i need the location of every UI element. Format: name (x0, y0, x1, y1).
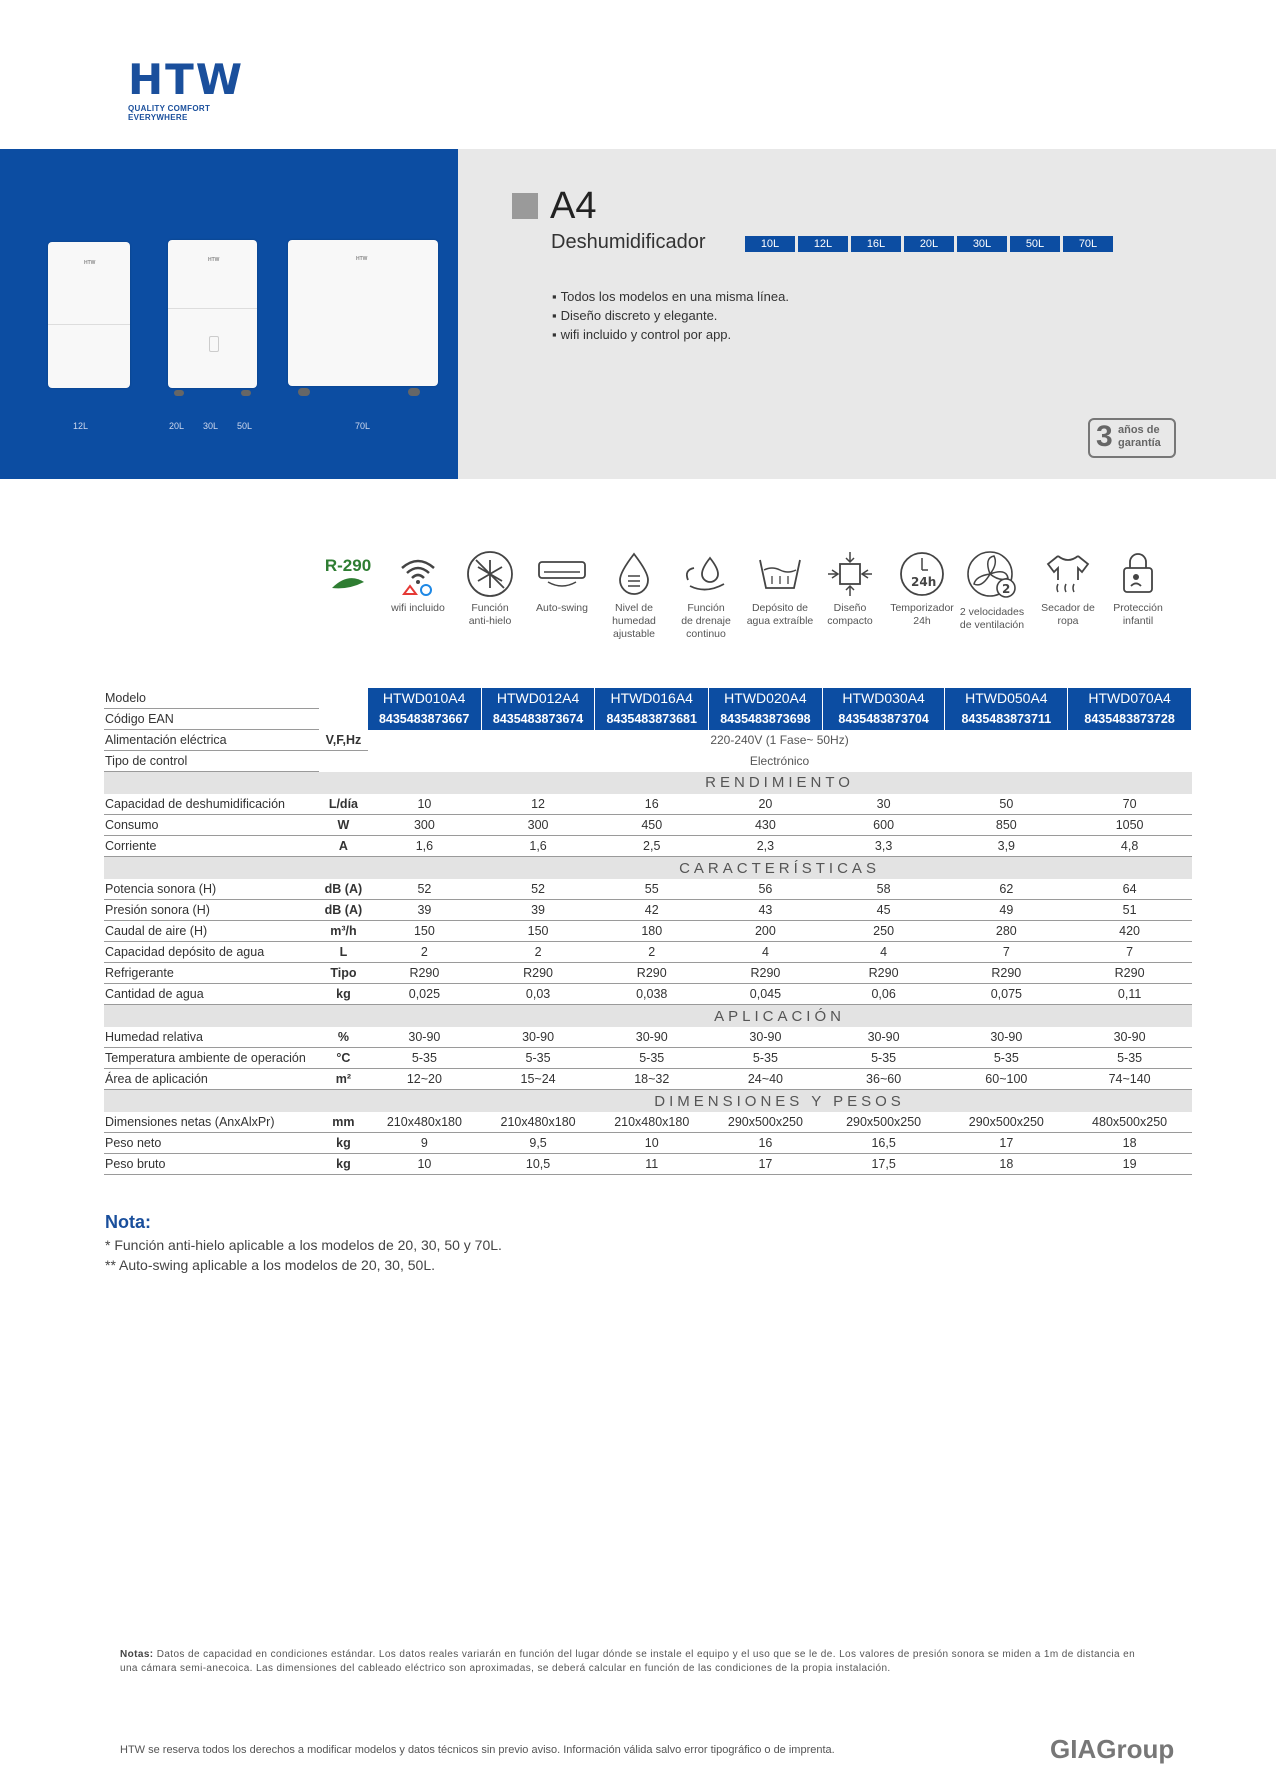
cell-value: 52 (368, 879, 482, 900)
cell-value: 0,045 (709, 984, 823, 1005)
unit-logo: HTW (208, 257, 220, 263)
feature-label: Depósito de agua extraíble (746, 602, 814, 627)
cell-value: 290x500x250 (945, 1112, 1068, 1133)
unit-label-12l: 12L (73, 421, 89, 431)
table-row (104, 1133, 1192, 1154)
cell-value: 480x500x250 (1068, 1112, 1192, 1133)
ean-code: 8435483873667 (368, 709, 482, 730)
feature-compact (815, 550, 885, 628)
cell-value: 420 (1068, 921, 1192, 942)
row-unit: % (319, 1027, 367, 1048)
cell-value: 2 (368, 942, 482, 963)
cell-value: 11 (595, 1154, 709, 1175)
r290-text: R-290 (324, 556, 372, 575)
cell-value: 64 (1068, 879, 1192, 900)
cell-value: 36~60 (822, 1069, 945, 1090)
cell-value: 9,5 (481, 1133, 595, 1154)
cell-value: 290x500x250 (709, 1112, 823, 1133)
cell-value: 12 (481, 794, 595, 815)
row-unit: V,F,Hz (319, 730, 367, 751)
section-title: DIMENSIONES Y PESOS (368, 1090, 1192, 1113)
cell-value: 2 (481, 942, 595, 963)
cell-value: 16,5 (822, 1133, 945, 1154)
row-unit: m³/h (319, 921, 367, 942)
table-row (104, 1112, 1192, 1133)
capacity-tag: 16L (851, 236, 901, 252)
row-label: Humedad relativa (104, 1027, 319, 1048)
cell-value: 250 (822, 921, 945, 942)
cell-value: 5-35 (709, 1048, 823, 1069)
cell-value: 39 (368, 900, 482, 921)
model-name: HTWD010A4 (368, 688, 482, 709)
cell-value: R290 (368, 963, 482, 984)
cell-value: 0,075 (945, 984, 1068, 1005)
cell-value: 2 (595, 942, 709, 963)
feature-wifi (383, 550, 453, 615)
logo-text: HTW (128, 55, 245, 104)
cell-value: 0,03 (481, 984, 595, 1005)
section-header (104, 857, 1192, 880)
feature-label: Auto-swing (536, 602, 588, 614)
unit-logo: HTW (84, 260, 96, 266)
cell-value: 4 (822, 942, 945, 963)
table-row (104, 900, 1192, 921)
wifi-icon (394, 550, 442, 598)
spacer (319, 751, 367, 772)
cell-value: 0,11 (1068, 984, 1192, 1005)
model-label: Modelo (104, 688, 319, 709)
cell-value: 55 (595, 879, 709, 900)
section-title: RENDIMIENTO (368, 772, 1192, 795)
row-label: Potencia sonora (H) (104, 879, 319, 900)
cell-value: 5-35 (945, 1048, 1068, 1069)
cell-value: 20 (709, 794, 823, 815)
svg-text:2: 2 (1002, 582, 1011, 596)
fan-icon (964, 550, 1020, 602)
model-row (104, 688, 1192, 709)
feature-label: Diseño compacto (827, 602, 873, 627)
row-label: Tipo de control (104, 751, 319, 772)
capacity-tag: 50L (1010, 236, 1060, 252)
nota-title: Nota: (105, 1212, 151, 1232)
cell-value: 150 (368, 921, 482, 942)
cell-value: 1050 (1068, 815, 1192, 836)
feature-fan (957, 550, 1027, 632)
cell-value: 30 (822, 794, 945, 815)
table-row (104, 942, 1192, 963)
cell-value: 16 (709, 1133, 823, 1154)
cell-value: 58 (822, 879, 945, 900)
power-value: 220-240V (1 Fase~ 50Hz) (710, 733, 849, 747)
row-label: Alimentación eléctrica (104, 730, 319, 751)
cell-value: 70 (1068, 794, 1192, 815)
cell-value: 45 (822, 900, 945, 921)
cell-value: 5-35 (822, 1048, 945, 1069)
feature-label: wifi incluido (391, 602, 445, 614)
table-row (104, 836, 1192, 857)
row-unit: L (319, 942, 367, 963)
cell-value: 0,038 (595, 984, 709, 1005)
warranty-line1: años de (1118, 424, 1160, 436)
ean-code: 8435483873728 (1068, 709, 1192, 730)
svg-text:24h: 24h (911, 575, 937, 589)
power-row (104, 730, 1192, 751)
cell-value: 56 (709, 879, 823, 900)
ean-label: Código EAN (104, 709, 319, 730)
water-tank-icon (754, 550, 806, 598)
hero-product-panel (0, 149, 458, 479)
feature-child-lock (1103, 550, 1173, 628)
table-row (104, 1154, 1192, 1175)
cell-value: 30-90 (368, 1027, 482, 1048)
cell-value: 30-90 (709, 1027, 823, 1048)
row-label: Área de aplicación (104, 1069, 319, 1090)
cell-value: 2,5 (595, 836, 709, 857)
cell-value: 1,6 (481, 836, 595, 857)
child-lock-icon (1114, 550, 1162, 598)
cell-value: 150 (481, 921, 595, 942)
logo-tagline: QUALITY COMFORT EVERYWHERE (128, 104, 211, 122)
footnote-text: Datos de capacidad en condiciones estándar. Los datos reales variarán en función del lugar dónde se instale el equipo y el uso que se le de. Los valores de presión sonora se miden a 1m de distancia en una cámara semi-anecoica. Las dimensiones del cableado eléctrico son aproximadas, se deberá calcular en función de las condiciones de la propia instalación. (120, 1649, 1136, 1674)
cell-value: R290 (481, 963, 595, 984)
water-drop-icon (610, 550, 658, 598)
cell-value: 30-90 (945, 1027, 1068, 1048)
row-unit: A (319, 836, 367, 857)
shirt-icon (1042, 550, 1094, 598)
htw-logo (128, 55, 262, 122)
cell-value: 51 (1068, 900, 1192, 921)
cell-value: 9 (368, 1133, 482, 1154)
cell-value: 60~100 (945, 1069, 1068, 1090)
section-title: CARACTERÍSTICAS (368, 857, 1192, 880)
cell-value: 300 (368, 815, 482, 836)
row-unit: W (319, 815, 367, 836)
section-spacer (104, 857, 368, 880)
cell-value: 180 (595, 921, 709, 942)
feature-label: Protección infantil (1113, 602, 1163, 627)
section-spacer (104, 1005, 368, 1028)
table-row (104, 1048, 1192, 1069)
cell-value: 300 (481, 815, 595, 836)
cell-value: 10 (368, 794, 482, 815)
model-name: HTWD012A4 (481, 688, 595, 709)
ean-code: 8435483873698 (709, 709, 823, 730)
row-label: Capacidad de deshumidificación (104, 794, 319, 815)
cell-value: 17,5 (822, 1154, 945, 1175)
r290-badge (320, 556, 376, 595)
section-spacer (104, 772, 368, 795)
row-label: Refrigerante (104, 963, 319, 984)
row-unit: m² (319, 1069, 367, 1090)
warranty-text (1118, 424, 1161, 450)
model-name: HTWD020A4 (709, 688, 823, 709)
product-image-12l (48, 242, 130, 388)
cell-value: 0,025 (368, 984, 482, 1005)
feature-label: Nivel de humedad ajustable (612, 602, 656, 640)
row-unit: kg (319, 1154, 367, 1175)
cell-value: 3,9 (945, 836, 1068, 857)
cell-value: 4 (709, 942, 823, 963)
feature-bullet: ▪ Diseño discreto y elegante. (552, 308, 717, 323)
row-unit: L/día (319, 794, 367, 815)
cell-value: 30-90 (1068, 1027, 1192, 1048)
row-unit: Tipo (319, 963, 367, 984)
capacity-tag: 30L (957, 236, 1007, 252)
feature-label: Función anti-hielo (468, 602, 512, 627)
cell-value: 12~20 (368, 1069, 482, 1090)
capacity-tag: 12L (798, 236, 848, 252)
cell-value: 4,8 (1068, 836, 1192, 857)
cell-value: 0,06 (822, 984, 945, 1005)
row-label: Dimensiones netas (AnxAlxPr) (104, 1112, 319, 1133)
footnote-label: Notas: (120, 1649, 154, 1660)
section-header (104, 772, 1192, 795)
leaf-icon (328, 576, 368, 590)
cell-value: R290 (822, 963, 945, 984)
feature-timer (887, 550, 957, 628)
cell-value: 280 (945, 921, 1068, 942)
cell-value: 24~40 (709, 1069, 823, 1090)
cell-value: 850 (945, 815, 1068, 836)
table-row (104, 921, 1192, 942)
model-name: HTWD030A4 (822, 688, 945, 709)
table-row (104, 815, 1192, 836)
cell-value: 17 (709, 1154, 823, 1175)
cell-value: 52 (481, 879, 595, 900)
row-unit: dB (A) (319, 900, 367, 921)
cell-value: 30-90 (595, 1027, 709, 1048)
control-row (104, 751, 1192, 772)
cell-value: 290x500x250 (822, 1112, 945, 1133)
unit-logo: HTW (356, 256, 368, 262)
feature-label: 2 velocidades de ventilación (959, 606, 1025, 631)
model-name: HTWD016A4 (595, 688, 709, 709)
unit-label-30l: 30L (203, 421, 219, 431)
cell-value: 10,5 (481, 1154, 595, 1175)
table-row (104, 794, 1192, 815)
timer-icon (898, 550, 946, 598)
spacer (319, 709, 367, 730)
model-name: HTWD070A4 (1068, 688, 1192, 709)
section-header (104, 1005, 1192, 1028)
cell-value: R290 (1068, 963, 1192, 984)
feature-label: Temporizador 24h (890, 602, 954, 627)
ean-code: 8435483873704 (822, 709, 945, 730)
cell-value: 5-35 (481, 1048, 595, 1069)
warranty-badge (1088, 418, 1176, 458)
feature-bullet: ▪ wifi incluido y control por app. (552, 327, 731, 342)
rights-text: HTW se reserva todos los derechos a modificar modelos y datos técnicos sin previo aviso. Información válida salvo error tipográfico o de imprenta. (120, 1744, 835, 1756)
table-row (104, 1069, 1192, 1090)
section-title: APLICACIÓN (368, 1005, 1192, 1028)
model-title: A4 (550, 185, 597, 227)
section-header (104, 1090, 1192, 1113)
row-unit: dB (A) (319, 879, 367, 900)
control-value: Electrónico (749, 754, 810, 768)
cell-value: 1,6 (368, 836, 482, 857)
feature-auto-swing (527, 550, 597, 615)
capacity-tag: 70L (1063, 236, 1113, 252)
compact-icon (824, 550, 876, 598)
model-name: HTWD050A4 (945, 688, 1068, 709)
model-subtitle: Deshumidificador (551, 231, 706, 253)
product-image-20l (168, 240, 257, 388)
feature-tank (745, 550, 815, 628)
cell-value: 18 (1068, 1133, 1192, 1154)
product-image-70l (288, 240, 438, 386)
table-row (104, 1027, 1192, 1048)
cell-value: 19 (1068, 1154, 1192, 1175)
cell-value: 5-35 (595, 1048, 709, 1069)
row-label: Caudal de aire (H) (104, 921, 319, 942)
row-label: Peso bruto (104, 1154, 319, 1175)
feature-antifreeze (455, 550, 525, 628)
cell-value: 450 (595, 815, 709, 836)
cell-value: 200 (709, 921, 823, 942)
capacity-tag: 20L (904, 236, 954, 252)
feature-drain (671, 550, 741, 641)
ean-code: 8435483873674 (481, 709, 595, 730)
row-unit: kg (319, 984, 367, 1005)
cell-value: 3,3 (822, 836, 945, 857)
drain-icon (680, 550, 732, 598)
cell-value: 430 (709, 815, 823, 836)
cell-value: 600 (822, 815, 945, 836)
row-unit: kg (319, 1133, 367, 1154)
table-row (104, 984, 1192, 1005)
cell-value: 210x480x180 (368, 1112, 482, 1133)
cell-value: 42 (595, 900, 709, 921)
cell-value: 49 (945, 900, 1068, 921)
cell-value: 15~24 (481, 1069, 595, 1090)
cell-value: 39 (481, 900, 595, 921)
cell-value: 30-90 (481, 1027, 595, 1048)
capacity-tag: 10L (745, 236, 795, 252)
cell-value: 50 (945, 794, 1068, 815)
cell-value: 62 (945, 879, 1068, 900)
row-unit: mm (319, 1112, 367, 1133)
cell-value: 16 (595, 794, 709, 815)
table-row (104, 963, 1192, 984)
title-square (512, 193, 538, 219)
cell-value: 5-35 (368, 1048, 482, 1069)
cell-value: 7 (945, 942, 1068, 963)
cell-value: 18 (945, 1154, 1068, 1175)
row-unit: °C (319, 1048, 367, 1069)
cell-value: R290 (709, 963, 823, 984)
nota-line: ** Auto-swing aplicable a los modelos de 20, 30, 50L. (105, 1257, 435, 1273)
cell-value: 210x480x180 (481, 1112, 595, 1133)
section-spacer (104, 1090, 368, 1113)
feature-label: Secador de ropa (1041, 602, 1095, 627)
row-label: Cantidad de agua (104, 984, 319, 1005)
gia-group-logo: GIAGroup (1050, 1734, 1175, 1764)
cell-value: R290 (945, 963, 1068, 984)
ean-code: 8435483873711 (945, 709, 1068, 730)
cell-value: 17 (945, 1133, 1068, 1154)
cell-value: 43 (709, 900, 823, 921)
cell-value: 10 (368, 1154, 482, 1175)
cell-value: 7 (1068, 942, 1192, 963)
row-label: Presión sonora (H) (104, 900, 319, 921)
row-label: Capacidad depósito de agua (104, 942, 319, 963)
cell-value: 30-90 (822, 1027, 945, 1048)
feature-dryer (1033, 550, 1103, 628)
cell-value: 210x480x180 (595, 1112, 709, 1133)
ean-row (104, 709, 1192, 730)
cell-value: 18~32 (595, 1069, 709, 1090)
row-label: Temperatura ambiente de operación (104, 1048, 319, 1069)
ean-code: 8435483873681 (595, 709, 709, 730)
feature-bullet: ▪ Todos los modelos en una misma línea. (552, 289, 789, 304)
row-label: Peso neto (104, 1133, 319, 1154)
unit-label-20l: 20L (169, 421, 185, 431)
cell-value: 10 (595, 1133, 709, 1154)
table-row (104, 879, 1192, 900)
cell-value: 2,3 (709, 836, 823, 857)
spacer (319, 688, 367, 709)
row-label: Consumo (104, 815, 319, 836)
cell-value: 74~140 (1068, 1069, 1192, 1090)
warranty-years: 3 (1096, 420, 1113, 453)
spec-table (104, 688, 1192, 1175)
auto-swing-icon (536, 550, 588, 598)
warranty-line2: garantía (1118, 437, 1161, 449)
nota-line: * Función anti-hielo aplicable a los modelos de 20, 30, 50 y 70L. (105, 1237, 502, 1253)
footnote (120, 1648, 1140, 1676)
row-label: Corriente (104, 836, 319, 857)
snowflake-icon (466, 550, 514, 598)
feature-humidity (599, 550, 669, 641)
unit-label-50l: 50L (237, 421, 253, 431)
unit-label-70l: 70L (355, 421, 371, 431)
cell-value: R290 (595, 963, 709, 984)
feature-label: Función de drenaje continuo (681, 602, 731, 640)
cell-value: 5-35 (1068, 1048, 1192, 1069)
